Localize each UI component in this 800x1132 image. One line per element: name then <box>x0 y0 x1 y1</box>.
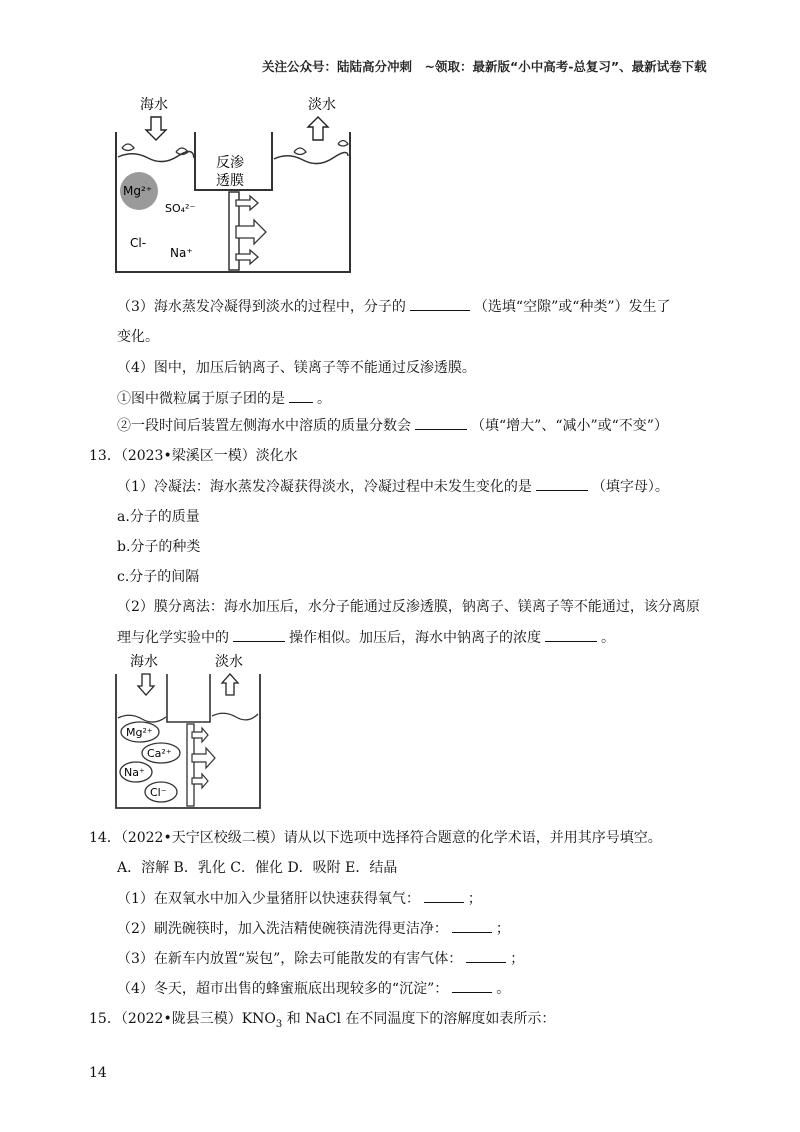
answer-blank[interactable] <box>424 888 464 903</box>
fig1-down-arrow-icon <box>146 117 166 140</box>
q12-part4: （4）图中，加压后钠离子、镁离子等不能通过反渗透膜。 <box>117 360 476 376</box>
answer-blank[interactable] <box>545 627 597 642</box>
q12-sub2: ②一段时间后装置左侧海水中溶质的质量分数会 （填“增大”、“减小”或“不变”） <box>117 415 668 436</box>
q12-sub1: ①图中微粒属于原子团的是 。 <box>117 388 331 409</box>
fig2-seawater-label: 海水 <box>130 654 158 670</box>
q14-options: A．溶解 B．乳化 C．催化 D．吸附 E．结晶 <box>117 860 398 876</box>
fig2-membrane <box>167 674 210 722</box>
q13-option-c: c.分子的间隔 <box>117 569 200 585</box>
q15-title: 15．（2022•陇县三模）$KNO_3$ 和 NaCl 在不同温度下的溶解度如表所示： <box>89 1011 556 1030</box>
fig1-membrane-label-2: 透膜 <box>216 173 244 189</box>
page-header: 关注公众号：陆陆高分冲刺 ~领取：最新版“小中高考-总复习”、最新试卷下载 <box>262 59 707 74</box>
q12-part3-line2: 变化。 <box>117 329 159 345</box>
q13-part1: （1）冷凝法：海水蒸发冷凝获得淡水，冷凝过程中未发生变化的是 （填字母）。 <box>117 476 669 497</box>
q13-option-a: a.分子的质量 <box>117 509 200 525</box>
answer-blank[interactable] <box>233 627 285 642</box>
reverse-osmosis-figure-2 <box>112 650 264 812</box>
answer-blank[interactable] <box>289 388 313 403</box>
fig1-membrane-label-1: 反渗 <box>216 155 244 171</box>
q14-item4: （4）冬天，超市出售的蜂蜜瓶底出现较多的“沉淀”： 。 <box>117 978 510 999</box>
q13-part2-line2: 理与化学实验中的 操作相似。加压后，海水中钠离子的浓度 。 <box>117 627 615 648</box>
fig2-na-label: Na⁺ <box>124 766 145 779</box>
answer-blank[interactable] <box>415 415 467 430</box>
page-number: 14 <box>89 1065 107 1081</box>
fig1-na-label: Na⁺ <box>170 246 193 260</box>
reverse-osmosis-figure-1 <box>108 92 358 277</box>
q12-part3-line1: （3）海水蒸发冷凝得到淡水的过程中，分子的 （选填“空隙”或“种类”）发生了 <box>117 296 671 317</box>
fig1-cl-label: Cl- <box>130 236 147 250</box>
fig1-freshwater-label: 淡水 <box>308 97 336 113</box>
answer-blank[interactable] <box>452 978 492 993</box>
q13-part2-line1: （2）膜分离法：海水加压后，水分子能通过反渗透膜，钠离子、镁离子等不能通过，该分离原 <box>117 599 700 615</box>
fig2-freshwater-label: 淡水 <box>215 654 243 670</box>
fig1-mg-label: Mg²⁺ <box>123 184 153 198</box>
fig2-ca-label: Ca²⁺ <box>147 747 172 760</box>
q13-title: 13．（2023•梁溪区一模）淡化水 <box>89 448 298 464</box>
answer-blank[interactable] <box>410 296 470 311</box>
fig2-mg-label: Mg²⁺ <box>126 726 153 739</box>
fig2-cl-label: Cl⁻ <box>150 786 167 799</box>
answer-blank[interactable] <box>536 476 588 491</box>
q13-option-b: b.分子的种类 <box>117 539 201 555</box>
q14-title: 14．（2022•天宁区校级二模）请从以下选项中选择符合题意的化学术语，并用其序号填空。 <box>89 830 662 846</box>
fig1-seawater-label: 海水 <box>140 97 168 113</box>
fig2-down-arrow-icon <box>138 674 154 695</box>
answer-blank[interactable] <box>466 948 506 963</box>
fig2-up-arrow-icon <box>222 674 238 695</box>
q14-item1: （1）在双氧水中加入少量猪肝以快速获得氧气： ； <box>117 888 482 909</box>
answer-blank[interactable] <box>452 918 492 933</box>
q14-item3: （3）在新车内放置“炭包”，除去可能散发的有害气体： ； <box>117 948 524 969</box>
fig1-up-arrow-icon <box>308 117 328 140</box>
fig1-so4-label: SO₄²⁻ <box>165 202 196 215</box>
q14-item2: （2）刷洗碗筷时，加入洗洁精使碗筷清洗得更洁净： ； <box>117 918 510 939</box>
